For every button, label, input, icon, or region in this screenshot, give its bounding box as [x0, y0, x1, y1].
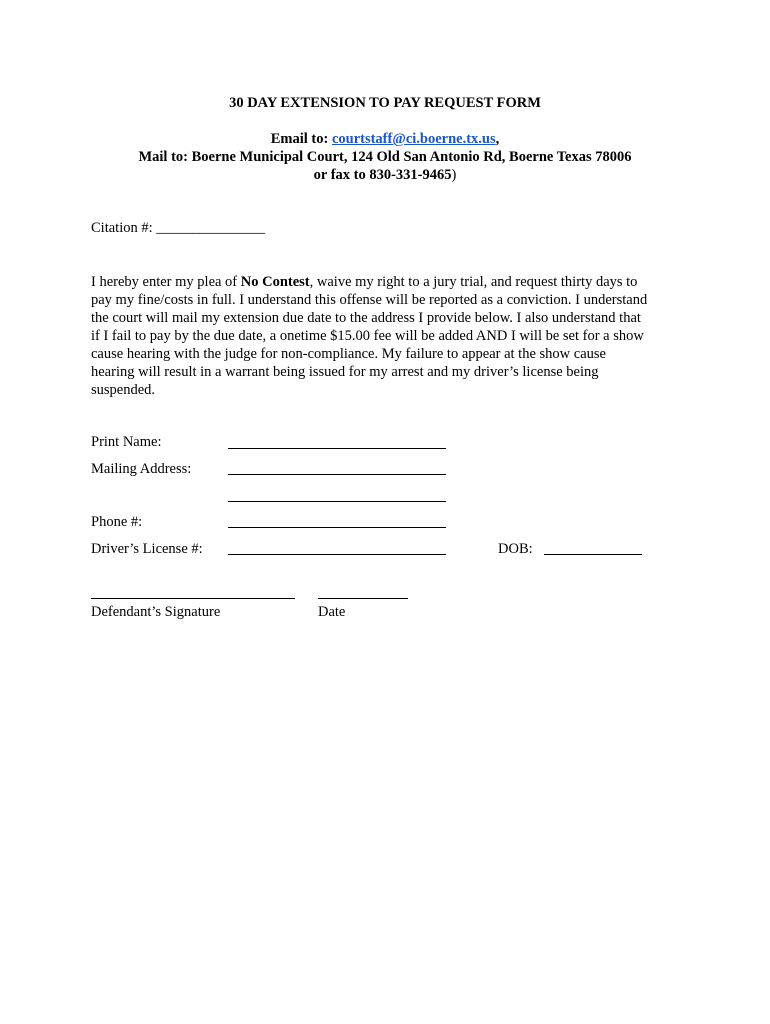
fax-text: or fax to 830-331-9465 — [313, 167, 452, 183]
date-label: Date — [318, 604, 346, 620]
mail-line: Mail to: Boerne Municipal Court, 124 Old San Antonio Rd, Boerne Texas 78006 — [138, 149, 632, 165]
statement-line-3: the court will mail my extension due date to the address I provide below. I also understand that — [91, 310, 641, 326]
email-prefix: Email to: — [270, 131, 332, 147]
statement-line-4: if I fail to pay by the due date, a onetime $15.00 fee will be added AND I will be set for a show — [91, 328, 644, 344]
email-line — [0, 130, 770, 148]
statement-line-7: suspended. — [91, 382, 156, 398]
email-suffix: , — [495, 131, 500, 147]
signature-line[interactable] — [91, 598, 295, 599]
mailing-address-line-2[interactable] — [228, 501, 446, 502]
statement-line-1 — [91, 273, 691, 291]
defendant-signature-label: Defendant’s Signature — [91, 604, 221, 620]
statement-line-2: pay my fine/costs in full. I understand this offense will be reported as a conviction. I understand — [91, 292, 648, 308]
statement-line-6: hearing will result in a warrant being issued for my arrest and my driver’s license being — [91, 364, 599, 380]
citation-field[interactable]: Citation #: _______________ — [91, 220, 265, 236]
no-contest-text: No Contest — [240, 274, 310, 290]
fax-line — [0, 166, 770, 184]
dob-line[interactable] — [544, 554, 642, 555]
phone-line[interactable] — [228, 527, 446, 528]
statement-line-5: cause hearing with the judge for non-compliance. My failure to appear at the show cause — [91, 346, 606, 362]
print-name-label: Print Name: — [91, 434, 162, 450]
drivers-license-line[interactable] — [228, 554, 446, 555]
statement-line-1-pre: I hereby enter my plea of — [91, 274, 241, 290]
mailing-address-line-1[interactable] — [228, 474, 446, 475]
form-title: 30 DAY EXTENSION TO PAY REQUEST FORM — [229, 95, 541, 111]
email-link[interactable]: courtstaff@ci.boerne.tx.us — [331, 131, 496, 147]
plea-statement — [91, 273, 691, 399]
mailing-address-label: Mailing Address: — [91, 461, 192, 477]
phone-label: Phone #: — [91, 514, 143, 530]
dob-label: DOB: — [498, 541, 533, 557]
date-line[interactable] — [318, 598, 408, 599]
fax-suffix: ) — [451, 167, 457, 183]
drivers-license-label: Driver’s License #: — [91, 541, 203, 557]
print-name-line[interactable] — [228, 448, 446, 449]
statement-line-1-post: , waive my right to a jury trial, and request thirty days to — [309, 274, 638, 290]
